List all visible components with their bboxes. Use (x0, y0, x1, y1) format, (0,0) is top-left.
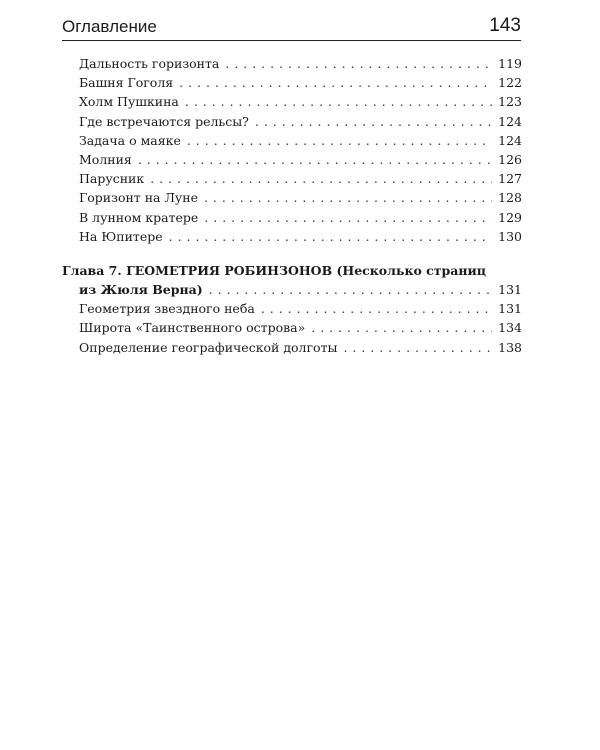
toc-entry-page: 130 (498, 228, 522, 244)
dot-leader (261, 299, 492, 318)
toc-entry-page: 124 (498, 132, 522, 148)
toc-group-chapter-6 (62, 54, 522, 246)
toc-entry-title: Задача о маяке (79, 132, 181, 148)
running-head (62, 14, 521, 41)
toc-entry-title: Определение географической долготы (79, 339, 338, 355)
toc-entry (62, 208, 522, 227)
toc-entry (62, 131, 522, 150)
dot-leader (225, 54, 492, 73)
toc-entry-title: На Юпитере (79, 228, 163, 244)
toc-entry-title: Башня Гоголя (79, 75, 174, 91)
toc-entry (62, 318, 522, 337)
toc-entry-page: 131 (498, 301, 522, 317)
toc-entry-page: 128 (498, 190, 522, 206)
toc-entry (62, 338, 522, 357)
toc-entry-page: 122 (498, 75, 522, 91)
toc-entry-page: 126 (498, 151, 522, 167)
toc-entry-page: 124 (498, 113, 522, 129)
chapter-title-line2-row (62, 280, 522, 299)
dot-leader (185, 92, 492, 111)
toc-entry (62, 188, 522, 207)
dot-leader (187, 131, 492, 150)
toc-entry-page: 119 (498, 56, 522, 71)
dot-leader (179, 73, 492, 92)
section-name: Оглавление (62, 17, 157, 36)
dot-leader (343, 338, 492, 357)
toc-entry-title: Парусник (79, 171, 145, 187)
dot-leader (138, 150, 492, 169)
toc-entry-title: Где встречаются рельсы? (79, 113, 249, 129)
dot-leader (169, 227, 492, 246)
toc-chapter-heading (62, 261, 522, 299)
toc-entry-page: 134 (498, 320, 522, 336)
toc-group-chapter-7 (62, 299, 522, 357)
dot-leader (255, 112, 492, 131)
table-of-contents (62, 54, 522, 357)
toc-entry-title: Геометрия звездного неба (79, 301, 255, 317)
toc-entry (62, 169, 522, 188)
toc-entry-title: Широта «Таинственного острова» (79, 320, 306, 336)
toc-entry-page: 129 (498, 209, 522, 225)
toc-entry-page: 123 (498, 94, 522, 110)
toc-entry (62, 73, 522, 92)
chapter-title-line1: Глава 7. ГЕОМЕТРИЯ РОБИНЗОНОВ (Несколько страниц (62, 262, 487, 278)
dot-leader (150, 169, 492, 188)
toc-entry-title: Молния (79, 151, 132, 167)
toc-entry (62, 299, 522, 318)
toc-entry (62, 54, 522, 73)
toc-entry (62, 227, 522, 246)
chapter-page: 131 (498, 282, 522, 298)
dot-leader (204, 188, 492, 207)
toc-entry (62, 112, 522, 131)
chapter-title-line2: из Жюля Верна) (79, 282, 203, 298)
dot-leader (209, 280, 492, 299)
toc-entry-title: Холм Пушкина (79, 94, 179, 110)
page-number: 143 (489, 15, 521, 36)
toc-entry (62, 92, 522, 111)
toc-entry-page: 138 (498, 339, 522, 355)
toc-entry (62, 150, 522, 169)
toc-entry-title: Горизонт на Луне (79, 190, 198, 206)
dot-leader (204, 208, 492, 227)
toc-entry-title: В лунном кратере (79, 209, 199, 225)
toc-entry-title: Дальность горизонта (79, 56, 220, 71)
toc-entry-page: 127 (498, 171, 522, 187)
dot-leader (311, 318, 492, 337)
